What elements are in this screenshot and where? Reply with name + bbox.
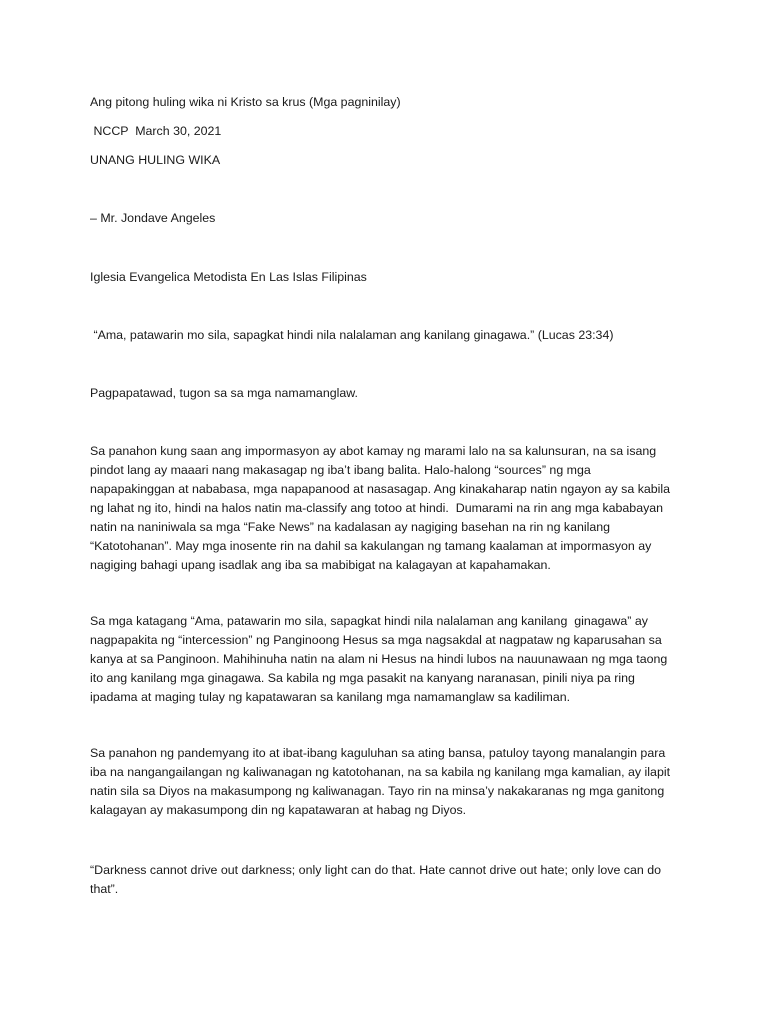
paragraph-line: natin sila sa Diyos na makasumpong ng kaliwanagan. Tayo rin na minsa’y nakakaranas ng mga ganitong [90, 784, 665, 798]
closing-quote [90, 861, 690, 899]
paragraph-line: kanya at sa Panginoon. Mahihinuha natin na alam ni Hesus na hindi lubos na nauunawaan ng mga taong [90, 652, 668, 666]
paragraph-line: natin na naniniwala sa mga “Fake News” na kadalasan ay nagiging basehan na rin ng kanilang [90, 520, 611, 534]
paragraph-line: ng lahat ng ito, hindi na halos natin ma-classify ang totoo at hindi. Dumarami na rin ang mga kababayan [90, 501, 664, 515]
reflection-subtitle: Pagpapatawad, tugon sa sa mga namamanglaw. [90, 386, 358, 400]
quote-line: that”. [90, 882, 119, 896]
paragraph-line: ipadama at maging tulay ng kapatawaran sa kanilang mga namamanglaw sa kadiliman. [90, 690, 571, 704]
document-meta: NCCP March 30, 2021 [90, 124, 222, 138]
paragraph-line: “Katotohanan”. May mga inosente rin na dahil sa kakulangan ng tamang kaalaman at impormasyon ay [90, 539, 652, 553]
paragraph-2 [90, 612, 690, 707]
paragraph-line: nagiging bahagi upang isadlak ang iba sa mabibigat na kalagayan at kapahamakan. [90, 558, 551, 572]
paragraph-line: napapakinggan at nababasa, mga napapanood at nasasagap. Ang kinakaharap natin ngayon ay sa kabila [90, 482, 671, 496]
paragraph-1 [90, 442, 690, 575]
paragraph-line: pindot lang ay maaari nang makasagap ng iba’t ibang balita. Halo-halong “sources” ng mga [90, 463, 591, 477]
paragraph-line: ito ang kanilang mga ginagawa. Sa kabila ng mga pasakit na kanyang naranasan, pinili niya pa ring [90, 671, 635, 685]
paragraph-line: nagpapakita ng “intercession” ng Panginoong Hesus sa mga nagsakdal at nagpataw ng kaparusahan sa [90, 633, 662, 647]
paragraph-line: kalagayan ay makasumpong din ng kapatawaran at habag ng Diyos. [90, 803, 467, 817]
paragraph-line: iba na nangangailangan ng kaliwanagan ng katotohanan, na sa kabila ng kanilang mga kamalian, ay ilapit [90, 765, 671, 779]
section-heading: UNANG HULING WIKA [90, 153, 221, 167]
paragraph-line: Sa panahon kung saan ang impormasyon ay abot kamay ng marami lalo na sa kalunsuran, na sa isang [90, 444, 657, 458]
scripture-verse: “Ama, patawarin mo sila, sapagkat hindi nila nalalaman ang kanilang ginagawa.” (Lucas 23:34) [90, 328, 614, 342]
paragraph-line: Sa panahon ng pandemyang ito at ibat-ibang kaguluhan sa ating bansa, patuloy tayong manalangin para [90, 746, 666, 760]
paragraph-3 [90, 744, 690, 820]
church-name: Iglesia Evangelica Metodista En Las Islas Filipinas [90, 270, 367, 284]
quote-line: “Darkness cannot drive out darkness; only light can do that. Hate cannot drive out hate; only love can do [90, 863, 661, 877]
paragraph-line: Sa mga katagang “Ama, patawarin mo sila, sapagkat hindi nila nalalaman ang kanilang ginagawa” ay [90, 614, 648, 628]
author-line: – Mr. Jondave Angeles [90, 211, 216, 225]
document-title: Ang pitong huling wika ni Kristo sa krus (Mga pagninilay) [90, 95, 401, 109]
